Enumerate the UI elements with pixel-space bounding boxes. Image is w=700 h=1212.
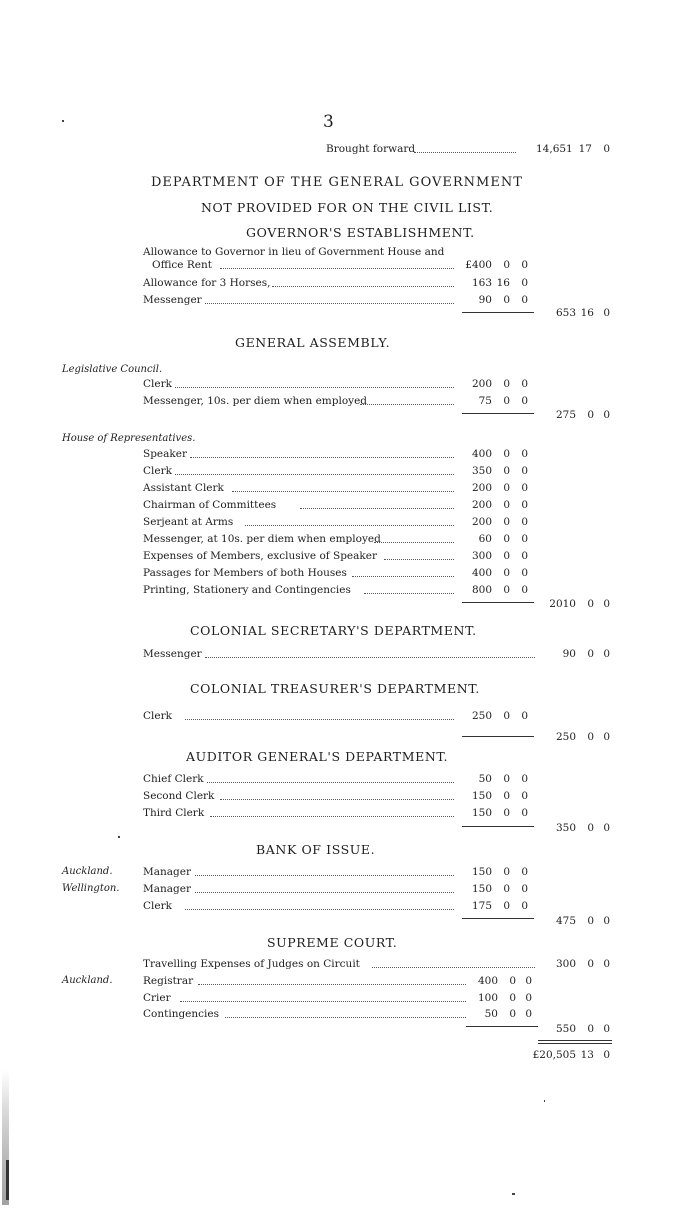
amount-pounds: 50 bbox=[484, 1008, 498, 1020]
line-item-label: Crier bbox=[143, 992, 171, 1004]
leader-dots bbox=[352, 567, 454, 577]
amount-pence: 0 bbox=[521, 567, 528, 579]
amount-pounds: 163 bbox=[471, 277, 492, 289]
leader-dots bbox=[272, 277, 454, 287]
line-item-label: Messenger bbox=[143, 648, 202, 660]
amount-pence: 0 bbox=[521, 516, 528, 528]
amount-pounds: 800 bbox=[471, 584, 492, 596]
amount-pence: 0 bbox=[521, 482, 528, 494]
line-item-label: Messenger, at 10s. per diem when employed bbox=[143, 533, 381, 545]
amount-pounds: 250 bbox=[471, 710, 492, 722]
leader-dots bbox=[198, 975, 466, 985]
amount-pence: 0 bbox=[521, 883, 528, 895]
amount-shillings: 0 bbox=[503, 773, 510, 785]
line-item-label: Chief Clerk bbox=[143, 773, 204, 785]
amount-shillings: 0 bbox=[503, 378, 510, 390]
total-pence: 0 bbox=[603, 598, 610, 610]
amount-pence: 0 bbox=[521, 790, 528, 802]
grand-total-rule-bottom bbox=[538, 1043, 612, 1044]
section-heading-supreme-court: SUPREME COURT. bbox=[267, 935, 398, 950]
line-item-label: Clerk bbox=[143, 465, 172, 477]
amount-shillings: 0 bbox=[503, 866, 510, 878]
line-item-label: Printing, Stationery and Contingencies bbox=[143, 584, 351, 596]
amount-pence: 0 bbox=[521, 465, 528, 477]
amount-pounds: 200 bbox=[471, 482, 492, 494]
total-pounds: 653 bbox=[555, 307, 576, 319]
amount-shillings: 0 bbox=[503, 533, 510, 545]
amount-shillings: 0 bbox=[503, 499, 510, 511]
amount-pence: 0 bbox=[521, 277, 528, 289]
section-heading-governor: GOVERNOR'S ESTABLISHMENT. bbox=[246, 225, 475, 240]
amount-pence: 0 bbox=[521, 294, 528, 306]
line-item-label: Clerk bbox=[143, 900, 172, 912]
amount-pounds: 75 bbox=[478, 395, 492, 407]
section-heading-bank: BANK OF ISSUE. bbox=[256, 842, 376, 857]
brought-forward-shillings: 17 bbox=[578, 143, 592, 155]
leader-dots bbox=[364, 584, 454, 594]
amount-shillings: 0 bbox=[503, 482, 510, 494]
amount-pounds: 400 bbox=[471, 567, 492, 579]
place-label: Auckland. bbox=[62, 866, 113, 877]
amount-pounds: 300 bbox=[471, 550, 492, 562]
amount-pounds: 400 bbox=[471, 448, 492, 460]
amount-shillings: 0 bbox=[503, 516, 510, 528]
binding-edge-mark bbox=[6, 1160, 9, 1200]
leader-dots bbox=[300, 499, 454, 509]
scan-speck bbox=[62, 120, 64, 122]
amount-pounds: £400 bbox=[465, 259, 492, 271]
leader-dots bbox=[207, 773, 454, 783]
place-label: Auckland. bbox=[62, 975, 113, 986]
total-pence: 0 bbox=[603, 409, 610, 421]
section-heading-assembly: GENERAL ASSEMBLY. bbox=[235, 335, 391, 350]
amount-pence: 0 bbox=[521, 550, 528, 562]
leader-dots bbox=[245, 516, 454, 526]
line-item-label: Third Clerk bbox=[143, 807, 205, 819]
total-pounds: 350 bbox=[555, 822, 576, 834]
leader-dots bbox=[210, 807, 454, 817]
line-item-label: Travelling Expenses of Judges on Circuit bbox=[143, 958, 360, 970]
amount-pence: 0 bbox=[521, 773, 528, 785]
leader-dots bbox=[175, 465, 454, 475]
total-shillings: 0 bbox=[587, 731, 594, 743]
amount-shillings: 0 bbox=[503, 807, 510, 819]
leader-dots bbox=[374, 533, 454, 543]
leader-dots bbox=[205, 294, 454, 304]
total-pounds: 90 bbox=[562, 648, 576, 660]
line-item-label: Serjeant at Arms bbox=[143, 516, 234, 528]
section-heading-colonial-treasurer: COLONIAL TREASURER'S DEPARTMENT. bbox=[190, 681, 480, 696]
line-item-label: Chairman of Committees bbox=[143, 499, 277, 511]
leader-dots bbox=[195, 883, 454, 893]
page-number: 3 bbox=[323, 112, 334, 132]
amount-pounds: 150 bbox=[471, 883, 492, 895]
total-shillings: 0 bbox=[587, 822, 594, 834]
leader-dots bbox=[185, 900, 454, 910]
total-pence: 0 bbox=[603, 1023, 610, 1035]
amount-shillings: 0 bbox=[503, 259, 510, 271]
amount-pence: 0 bbox=[521, 533, 528, 545]
total-pounds: 2010 bbox=[549, 598, 576, 610]
amount-pence: 0 bbox=[521, 448, 528, 460]
amount-pence: 0 bbox=[521, 395, 528, 407]
leader-dots bbox=[232, 482, 454, 492]
grand-total-pence: 0 bbox=[603, 1049, 610, 1061]
leader-dots bbox=[372, 958, 535, 968]
amount-pounds: 100 bbox=[477, 992, 498, 1004]
page-title: DEPARTMENT OF THE GENERAL GOVERNMENT bbox=[151, 175, 523, 190]
amount-pounds: 150 bbox=[471, 790, 492, 802]
total-shillings: 0 bbox=[587, 958, 594, 970]
brought-forward-pounds: 14,651 bbox=[536, 143, 573, 155]
grand-total-rule-top bbox=[538, 1040, 612, 1041]
line-item-label: Messenger bbox=[143, 294, 202, 306]
total-pence: 0 bbox=[603, 822, 610, 834]
amount-pounds: 175 bbox=[471, 900, 492, 912]
amount-pence: 0 bbox=[521, 807, 528, 819]
line-item-label: Messenger, 10s. per diem when employed bbox=[143, 395, 368, 407]
total-pounds: 275 bbox=[555, 409, 576, 421]
subtotal-rule bbox=[462, 312, 534, 313]
subtotal-rule bbox=[462, 826, 534, 827]
total-pounds: 300 bbox=[555, 958, 576, 970]
line-item-label: Manager bbox=[143, 883, 191, 895]
subtotal-rule bbox=[462, 736, 534, 737]
leader-dots bbox=[175, 378, 454, 388]
amount-pence: 0 bbox=[521, 710, 528, 722]
grand-total-shillings: 13 bbox=[580, 1049, 594, 1061]
amount-pence: 0 bbox=[521, 378, 528, 390]
leader-dots bbox=[384, 550, 454, 560]
amount-pounds: 200 bbox=[471, 499, 492, 511]
total-pence: 0 bbox=[603, 958, 610, 970]
leader-dots bbox=[195, 866, 454, 876]
line-item-label: Allowance to Governor in lieu of Government House and bbox=[143, 246, 445, 258]
amount-shillings: 0 bbox=[503, 790, 510, 802]
amount-shillings: 0 bbox=[503, 294, 510, 306]
amount-pounds: 60 bbox=[478, 533, 492, 545]
total-shillings: 0 bbox=[587, 915, 594, 927]
subtotal-rule bbox=[462, 413, 534, 414]
amount-pence: 0 bbox=[521, 900, 528, 912]
page-subtitle: NOT PROVIDED FOR ON THE CIVIL LIST. bbox=[201, 200, 494, 215]
leader-dots bbox=[180, 992, 466, 1002]
amount-pounds: 350 bbox=[471, 465, 492, 477]
total-pounds: 250 bbox=[555, 731, 576, 743]
amount-shillings: 0 bbox=[503, 448, 510, 460]
amount-pence: 0 bbox=[521, 584, 528, 596]
line-item-label: Passages for Members of both Houses bbox=[143, 567, 347, 579]
amount-shillings: 16 bbox=[496, 277, 510, 289]
total-pence: 0 bbox=[603, 915, 610, 927]
line-item-label: Expenses of Members, exclusive of Speaker bbox=[143, 550, 377, 562]
leader-dots bbox=[360, 395, 454, 405]
amount-pence: 0 bbox=[525, 992, 532, 1004]
scan-speck bbox=[544, 1100, 545, 1102]
line-item-label: Contingencies bbox=[143, 1008, 219, 1020]
total-shillings: 16 bbox=[580, 307, 594, 319]
amount-pence: 0 bbox=[521, 866, 528, 878]
subsection-label-house: House of Representatives. bbox=[62, 433, 196, 444]
line-item-label: Allowance for 3 Horses, bbox=[143, 277, 271, 289]
total-shillings: 0 bbox=[587, 1023, 594, 1035]
leader-dots bbox=[414, 143, 516, 153]
line-item-label: Clerk bbox=[143, 378, 172, 390]
amount-pounds: 150 bbox=[471, 866, 492, 878]
amount-shillings: 0 bbox=[503, 550, 510, 562]
line-item-label: Clerk bbox=[143, 710, 172, 722]
total-shillings: 0 bbox=[587, 648, 594, 660]
leader-dots bbox=[225, 1008, 466, 1018]
amount-pence: 0 bbox=[521, 499, 528, 511]
line-item-label: Registrar bbox=[143, 975, 194, 987]
line-item-label: Office Rent bbox=[152, 259, 212, 271]
amount-pounds: 90 bbox=[478, 294, 492, 306]
total-pence: 0 bbox=[603, 648, 610, 660]
amount-shillings: 0 bbox=[509, 992, 516, 1004]
amount-pounds: 200 bbox=[471, 516, 492, 528]
line-item-label: Speaker bbox=[143, 448, 187, 460]
total-pounds: 550 bbox=[555, 1023, 576, 1035]
subtotal-rule bbox=[466, 1026, 538, 1027]
total-shillings: 0 bbox=[587, 598, 594, 610]
amount-pence: 0 bbox=[525, 1008, 532, 1020]
total-shillings: 0 bbox=[587, 409, 594, 421]
amount-shillings: 0 bbox=[503, 584, 510, 596]
section-heading-auditor: AUDITOR GENERAL'S DEPARTMENT. bbox=[186, 749, 449, 764]
amount-pounds: 50 bbox=[478, 773, 492, 785]
leader-dots bbox=[220, 259, 454, 269]
amount-shillings: 0 bbox=[503, 900, 510, 912]
total-pounds: 475 bbox=[555, 915, 576, 927]
amount-shillings: 0 bbox=[509, 1008, 516, 1020]
brought-forward-pence: 0 bbox=[603, 143, 610, 155]
leader-dots bbox=[205, 648, 535, 658]
grand-total-pounds: £20,505 bbox=[532, 1049, 576, 1061]
line-item-label: Second Clerk bbox=[143, 790, 215, 802]
subtotal-rule bbox=[462, 602, 534, 603]
section-heading-colonial-secretary: COLONIAL SECRETARY'S DEPARTMENT. bbox=[190, 623, 477, 638]
amount-shillings: 0 bbox=[509, 975, 516, 987]
subsection-label-council: Legislative Council. bbox=[62, 364, 163, 375]
amount-shillings: 0 bbox=[503, 567, 510, 579]
amount-pounds: 400 bbox=[477, 975, 498, 987]
amount-pence: 0 bbox=[525, 975, 532, 987]
place-label: Wellington. bbox=[62, 883, 120, 894]
brought-forward-label: Brought forward bbox=[326, 143, 416, 155]
amount-pence: 0 bbox=[521, 259, 528, 271]
total-pence: 0 bbox=[603, 731, 610, 743]
amount-shillings: 0 bbox=[503, 883, 510, 895]
leader-dots bbox=[185, 710, 454, 720]
subtotal-rule bbox=[462, 918, 534, 919]
scan-speck bbox=[118, 836, 120, 838]
line-item-label: Manager bbox=[143, 866, 191, 878]
scan-speck bbox=[512, 1193, 515, 1195]
amount-shillings: 0 bbox=[503, 395, 510, 407]
leader-dots bbox=[190, 448, 454, 458]
amount-pounds: 150 bbox=[471, 807, 492, 819]
total-pence: 0 bbox=[603, 307, 610, 319]
amount-shillings: 0 bbox=[503, 710, 510, 722]
leader-dots bbox=[220, 790, 454, 800]
amount-pounds: 200 bbox=[471, 378, 492, 390]
amount-shillings: 0 bbox=[503, 465, 510, 477]
line-item-label: Assistant Clerk bbox=[143, 482, 224, 494]
